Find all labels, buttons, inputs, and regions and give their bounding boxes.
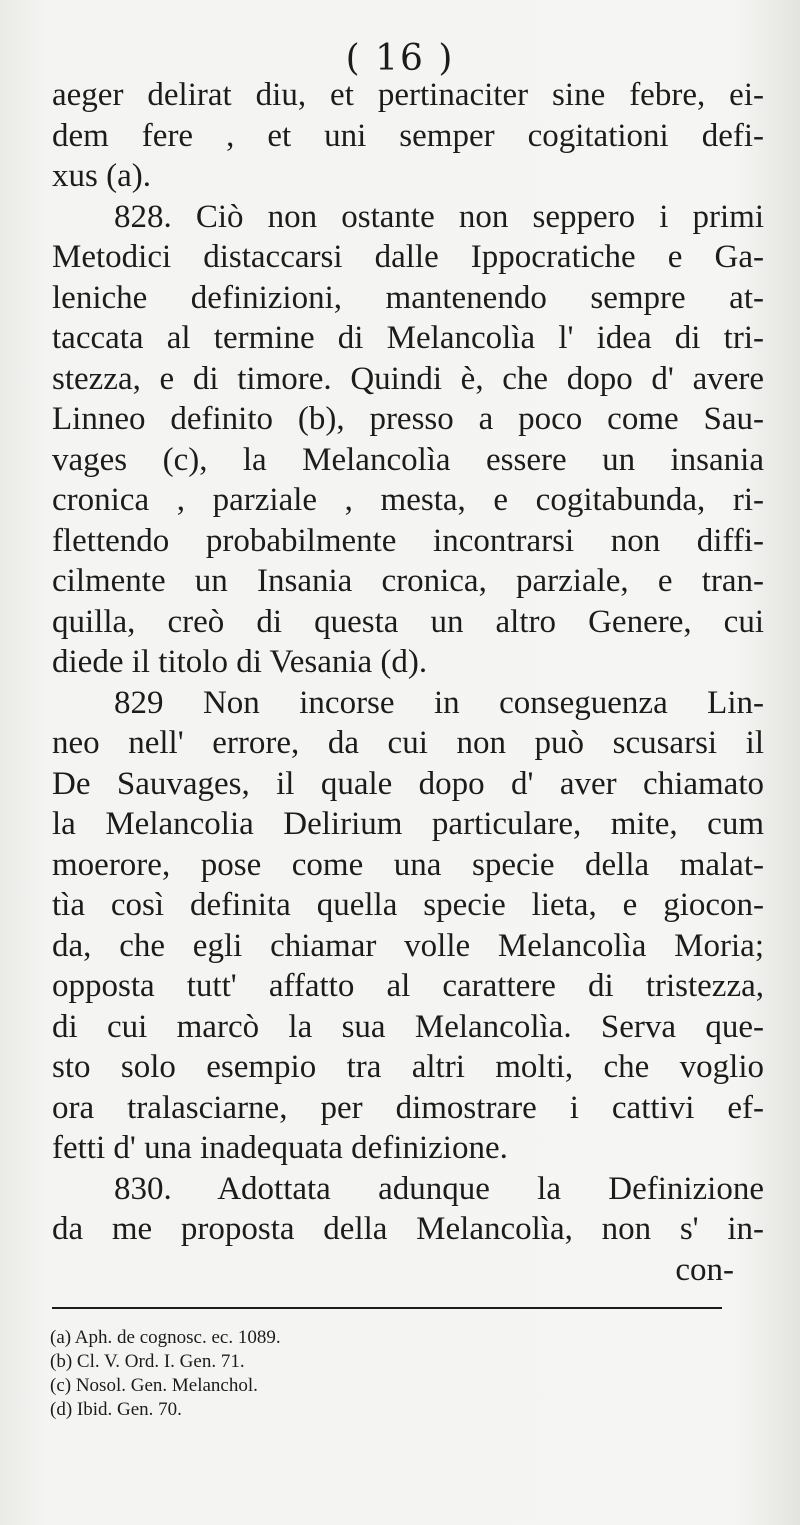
text-line-15: diede il titolo di Vesania (d). xyxy=(52,644,428,680)
text-line-10: vages (c), la Melancolìa essere un insania xyxy=(52,441,764,478)
text-line-29: da me proposta della Melancolìa, non s' in- xyxy=(52,1211,764,1247)
text-line-23: opposta tutt' affatto al carattere di tristezza, xyxy=(52,968,764,1004)
text-line-11: cronica , parziale , mesta, e cogitabunda, ri- xyxy=(52,482,764,518)
text-line-21: tìa così definita quella specie lieta, e giocon- xyxy=(52,887,764,923)
footnote-c: (c) Nosol. Gen. Melanchol. xyxy=(50,1375,258,1396)
text-line-5: Metodici distaccarsi dalle Ippocratiche e Ga- xyxy=(52,239,764,275)
text-line-27: fetti d' una inadequata definizione. xyxy=(52,1130,508,1166)
text-line-18: De Sauvages, il quale dopo d' aver chiamato xyxy=(52,765,764,802)
catchword: con- xyxy=(675,1251,734,1288)
footnote-d: (d) Ibid. Gen. 70. xyxy=(50,1399,182,1420)
text-line-20: moerore, pose come una specie della malat- xyxy=(52,846,764,883)
text-line-26: ora tralasciarne, per dimostrare i cattivi ef- xyxy=(52,1089,764,1126)
text-line-13: cilmente un Insania cronica, parziale, e tran- xyxy=(52,563,764,599)
text-line-3: xus (a). xyxy=(52,158,151,194)
paragraph-830-start: 830. Adottata adunque la Definizione xyxy=(114,1170,764,1207)
footnote-b: (b) Cl. V. Ord. I. Gen. 71. xyxy=(50,1351,245,1372)
text-line-2: dem fere , et uni semper cogitationi defi- xyxy=(52,117,764,154)
footnotes xyxy=(50,1326,470,1422)
paragraph-828-start: 828. Ciò non ostante non seppero i primi xyxy=(114,198,764,235)
footnote-divider xyxy=(52,1307,722,1309)
paragraph-829-start: 829 Non incorse in conseguenza Lin- xyxy=(114,684,764,721)
text-line-25: sto solo esempio tra altri molti, che voglio xyxy=(52,1049,764,1085)
text-line-7: taccata al termine di Melancolìa l' idea di tri- xyxy=(52,320,764,356)
text-line-24: di cui marcò la sua Melancolìa. Serva que- xyxy=(52,1008,764,1045)
text-line-12: flettendo probabilmente incontrarsi non diffi- xyxy=(52,522,764,559)
text-line-8: stezza, e di timore. Quindi è, che dopo d' avere xyxy=(52,360,764,397)
page-number: ( 16 ) xyxy=(345,38,455,79)
text-line-6: leniche definizioni, mantenendo sempre at- xyxy=(52,279,764,316)
body-text xyxy=(52,75,764,1290)
text-line-19: la Melancolia Delirium particulare, mite, cum xyxy=(52,806,764,842)
text-line-9: Linneo definito (b), presso a poco come Sau- xyxy=(52,401,764,437)
text-line-17: neo nell' errore, da cui non può scusarsi il xyxy=(52,725,764,761)
footnote-a: (a) Aph. de cognosc. ec. 1089. xyxy=(50,1327,281,1348)
text-line-14: quilla, creò di questa un altro Genere, cui xyxy=(52,603,764,640)
text-line-1: aeger delirat diu, et pertinaciter sine febre, ei- xyxy=(52,77,764,113)
text-line-22: da, che egli chiamar volle Melancolìa Moria; xyxy=(52,927,764,964)
